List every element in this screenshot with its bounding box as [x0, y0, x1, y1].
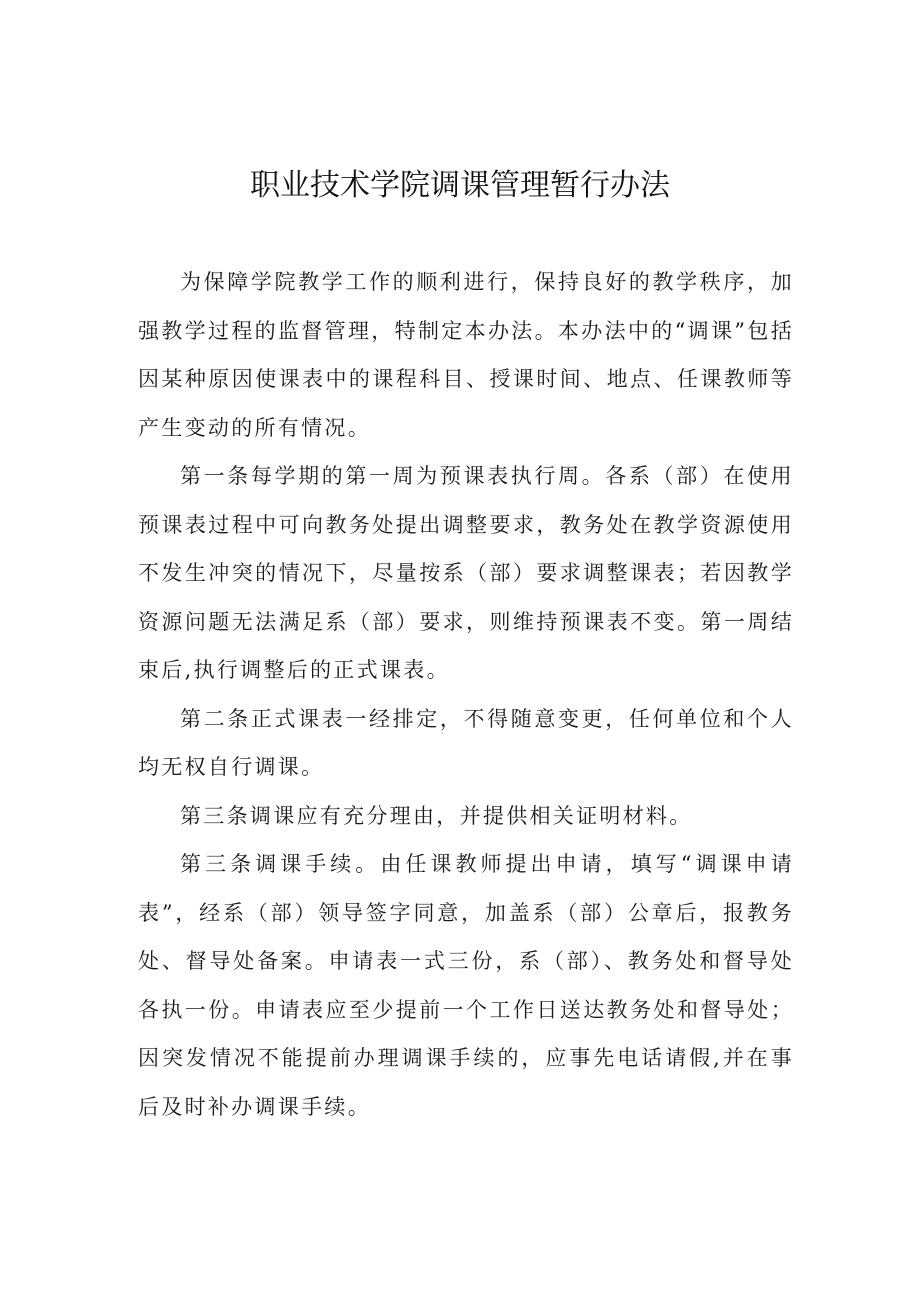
- paragraph-article-2: 第二条正式课表一经排定，不得随意变更，任何单位和个人均无权自行调课。: [138, 706, 794, 779]
- document-body: [138, 258, 794, 1131]
- paragraph-article-3: 第三条调课应有充分理由，并提供相关证明材料。: [180, 803, 693, 828]
- paragraph-intro: 为保障学院教学工作的顺利进行，保持良好的教学秩序，加强教学过程的监督管理，特制定本办法。本办法中的“调课”包括因某种原因使课表中的课程科目、授课时间、地点、任课教师等产生变动的所有情况。: [138, 270, 794, 440]
- document-title: 职业技术学院调课管理暂行办法: [250, 168, 670, 203]
- paragraph-article-3-procedure: 第三条调课手续。由任课教师提出申请，填写“调课申请表”，经系（部）领导签字同意，加盖系（部）公章后，报教务处、督导处备案。申请表一式三份，系（部）、教务处和督导处各执一份。申请表应至少提前一个工作日送达教务处和督导处；因突发情况不能提前办理调课手续的，应事先电话请假,并在事后及时补办调课手续。: [138, 852, 794, 1119]
- paragraph-article-1: 第一条每学期的第一周为预课表执行周。各系（部）在使用预课表过程中可向教务处提出调整要求，教务处在教学资源使用不发生冲突的情况下，尽量按系（部）要求调整课表；若因教学资源问题无法满足系（部）要求，则维持预课表不变。第一周结束后,执行调整后的正式课表。: [138, 464, 794, 682]
